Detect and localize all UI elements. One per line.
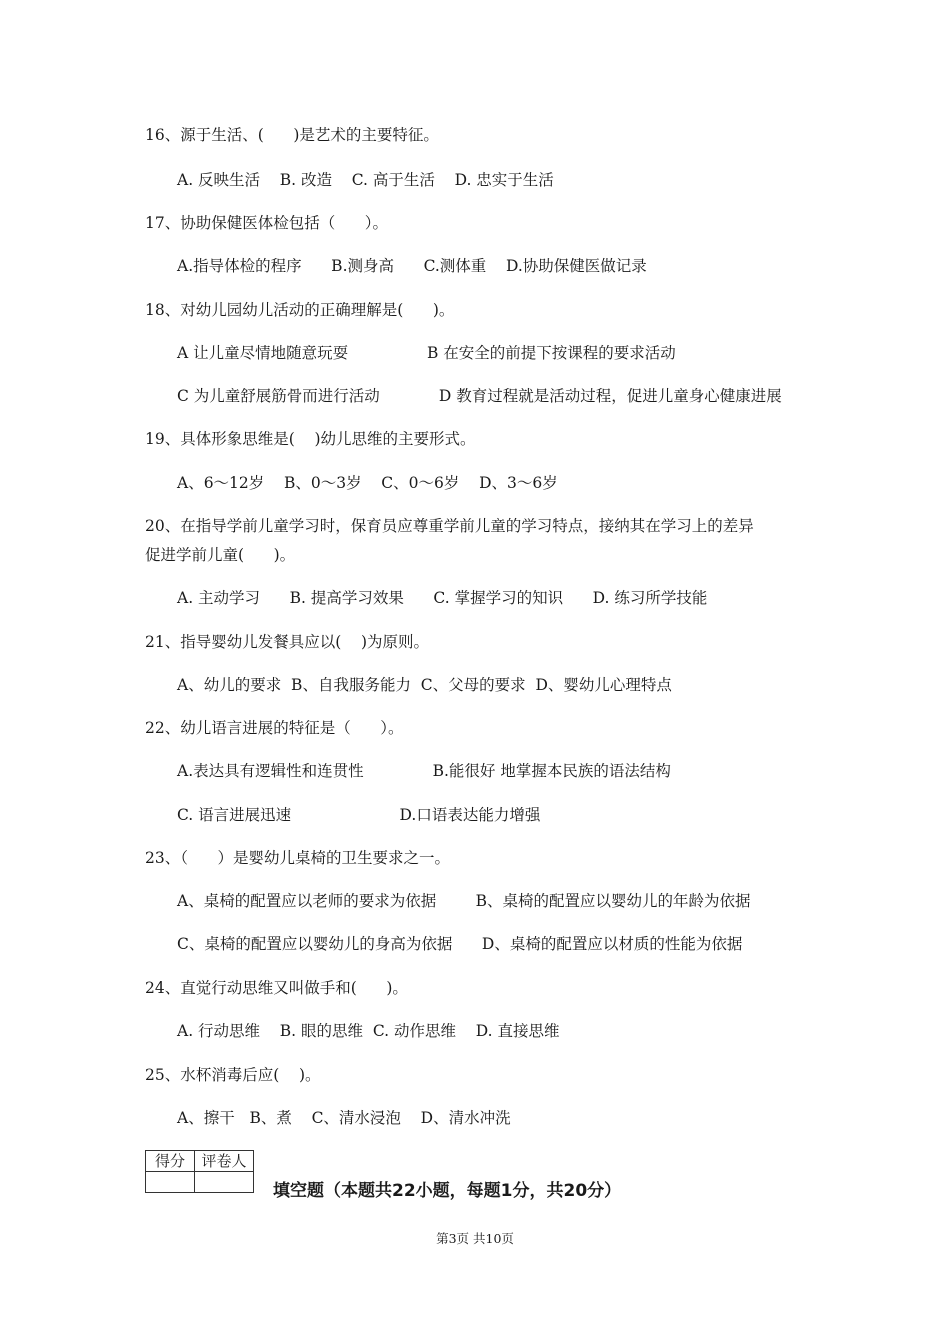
page-footer: 第3页 共10页 (436, 1231, 514, 1246)
section-title: 填空题（本题共22小题，每题1分，共20分） (273, 1181, 622, 1201)
question-20-stem-continued: 促进学前儿童( )。 (145, 546, 296, 564)
question-22-options-row-2: C. 语言进展迅速 D.口语表达能力增强 (177, 806, 541, 824)
grader-label: 评卷人 (195, 1151, 254, 1172)
question-22-options-row-1: A.表达具有逻辑性和连贯性 B.能很好 地掌握本民族的语法结构 (177, 762, 671, 780)
grader-cell[interactable] (195, 1172, 254, 1193)
question-16-options: A. 反映生活 B. 改造 C. 高于生活 D. 忠实于生活 (177, 171, 554, 189)
question-24-stem: 24、直觉行动思维又叫做手和( )。 (145, 979, 408, 997)
question-20-stem: 20、在指导学前儿童学习时，保育员应尊重学前儿童的学习特点，接纳其在学习上的差异 (145, 517, 754, 535)
question-25-stem: 25、水杯消毒后应( )。 (145, 1066, 321, 1084)
question-21-options: A、幼儿的要求 B、自我服务能力 C、父母的要求 D、婴幼儿心理特点 (177, 676, 672, 694)
question-24-options: A. 行动思维 B. 眼的思维 C. 动作思维 D. 直接思维 (177, 1022, 560, 1040)
score-label: 得分 (146, 1151, 195, 1172)
question-18-options-row-2: C 为儿童舒展筋骨而进行活动 D 教育过程就是活动过程，促进儿童身心健康进展 (177, 387, 782, 405)
question-25-options: A、擦干 B、煮 C、清水浸泡 D、清水冲洗 (177, 1109, 511, 1127)
question-23-options-row-1: A、桌椅的配置应以老师的要求为依据 B、桌椅的配置应以婴幼儿的年龄为依据 (177, 892, 751, 910)
question-19-stem: 19、具体形象思维是( )幼儿思维的主要形式。 (145, 430, 476, 448)
question-23-options-row-2: C、桌椅的配置应以婴幼儿的身高为依据 D、桌椅的配置应以材质的性能为依据 (177, 935, 743, 953)
question-17-options: A.指导体检的程序 B.测身高 C.测体重 D.协助保健医做记录 (177, 257, 647, 275)
question-21-stem: 21、指导婴幼儿发餐具应以( )为原则。 (145, 633, 430, 651)
question-17-stem: 17、协助保健医体检包括（ ）。 (145, 214, 389, 232)
question-18-stem: 18、对幼儿园幼儿活动的正确理解是( )。 (145, 301, 455, 319)
question-16-stem: 16、源于生活、( )是艺术的主要特征。 (145, 126, 439, 144)
question-22-stem: 22、幼儿语言进展的特征是（ ）。 (145, 719, 404, 737)
question-18-options-row-1: A 让儿童尽情地随意玩耍 B 在安全的前提下按课程的要求活动 (177, 344, 676, 362)
question-20-options: A. 主动学习 B. 提高学习效果 C. 掌握学习的知识 D. 练习所学技能 (177, 589, 708, 607)
question-23-stem: 23、（ ）是婴幼儿桌椅的卫生要求之一。 (145, 849, 451, 867)
question-19-options: A、6～12岁 B、0～3岁 C、0～6岁 D、3～6岁 (177, 474, 558, 492)
score-table (145, 1150, 254, 1193)
score-cell[interactable] (146, 1172, 195, 1193)
